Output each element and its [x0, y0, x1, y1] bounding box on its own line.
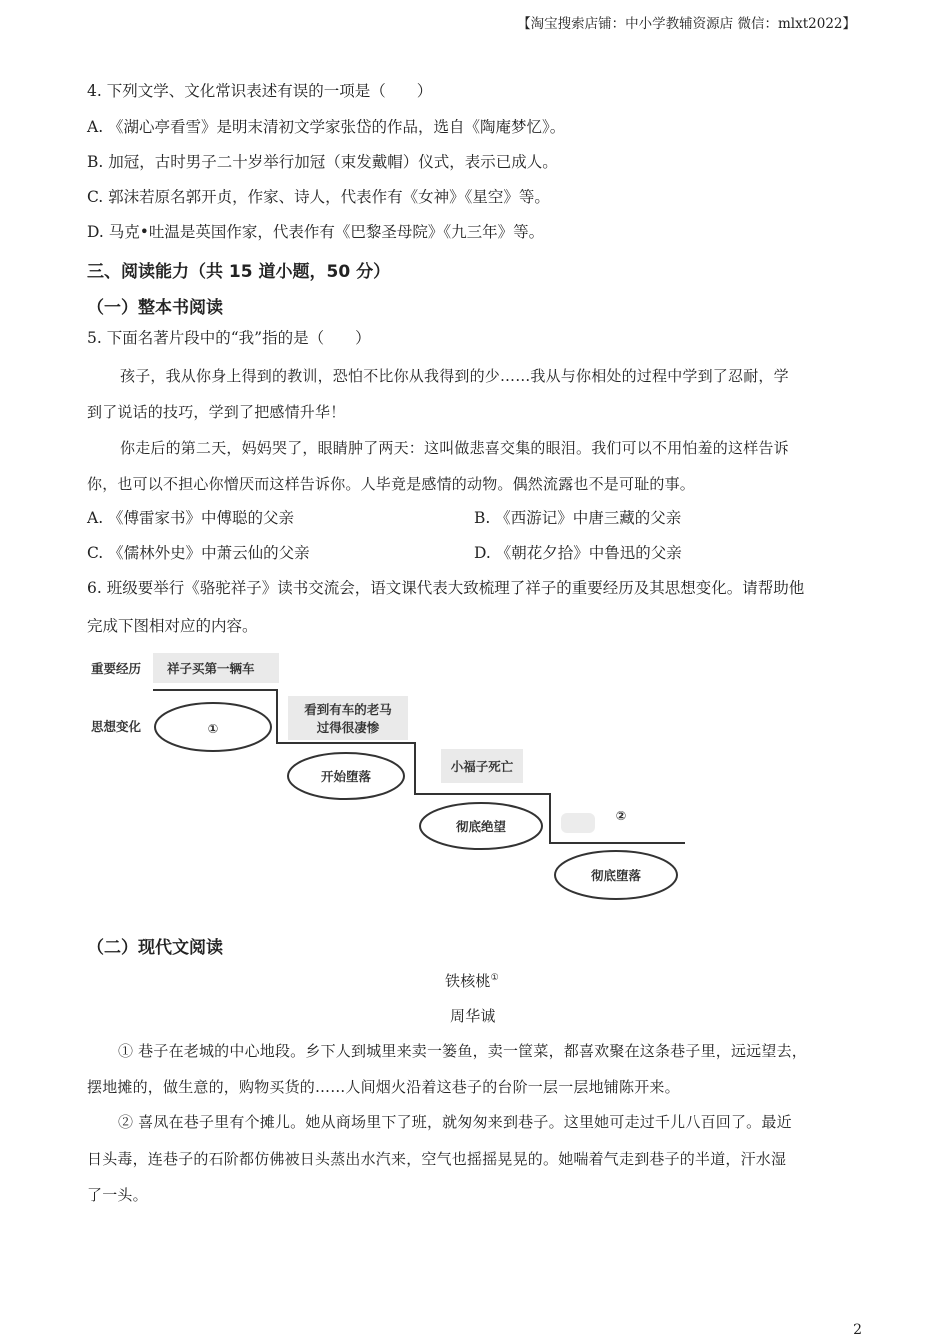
change-label: 彻底堕落	[590, 868, 642, 883]
q5-passage-line: 孩子，我从你身上得到的教训，恐怕不比你从我得到的少……我从与你相处的过程中学到了忍耐，学	[120, 367, 789, 385]
q4-option-b: B. 加冠，古时男子二十岁举行加冠（束发戴帽）仪式，表示已成人。	[87, 153, 558, 171]
q6-stem: 完成下图相对应的内容。	[87, 617, 258, 635]
q5-passage-line: 你，也可以不担心你憎厌而这样告诉你。人毕竟是感情的动物。偶然流露也不是可耻的事。	[87, 475, 696, 493]
section-3-heading: 三、阅读能力（共 15 道小题，50 分）	[87, 262, 391, 282]
xiangzi-diagram	[85, 645, 695, 905]
q5-option-b: B. 《西游记》中唐三藏的父亲	[474, 509, 682, 527]
subsection-1-heading: （一）整本书阅读	[87, 298, 223, 318]
q4-stem: 4. 下列文学、文化常识表述有误的一项是（ ）	[87, 82, 433, 100]
article-paragraph-line: 日头毒，连巷子的石阶都仿佛被日头蒸出水汽来，空气也摇摇晃晃的。她喘着气走到巷子的半道，汗水湿	[87, 1150, 787, 1168]
article-paragraph-line: ② 喜凤在巷子里有个摊儿。她从商场里下了班，就匆匆来到巷子。这里她可走过千儿八百回了。最近	[118, 1113, 792, 1131]
q5-option-d: D. 《朝花夕拾》中鲁迅的父亲	[474, 544, 682, 562]
article-paragraph-line: ① 巷子在老城的中心地段。乡下人到城里来卖一篓鱼，卖一筐菜，都喜欢聚在这条巷子里，远远望去，	[118, 1042, 807, 1060]
q5-passage-line: 你走后的第二天，妈妈哭了，眼睛肿了两天：这叫做悲喜交集的眼泪。我们可以不用怕羞的这样告诉	[120, 439, 789, 457]
row-label-changes: 思想变化	[91, 719, 142, 734]
q5-stem: 5. 下面名著片段中的“我”指的是（ ）	[87, 329, 371, 347]
q5-option-c: C. 《儒林外史》中萧云仙的父亲	[87, 544, 310, 562]
q4-option-c: C. 郭沫若原名郭开贞，作家、诗人，代表作有《女神》《星空》等。	[87, 188, 550, 206]
page-header: 【淘宝搜索店铺：中小学教辅资源店 微信：mlxt2022】	[517, 16, 856, 32]
q6-stem: 6. 班级要举行《骆驼祥子》读书交流会，语文课代表大致梳理了祥子的重要经历及其思想变化。请帮助他	[87, 579, 805, 597]
q4-option-a: A. 《湖心亭看雪》是明末清初文学家张岱的作品，选自《陶庵梦忆》。	[87, 118, 566, 136]
article-paragraph-line: 摆地摊的，做生意的，购物买货的……人间烟火沿着这巷子的台阶一层一层地铺陈开来。	[87, 1078, 680, 1096]
article-author: 周华诚	[450, 1007, 496, 1025]
event-box	[561, 813, 595, 833]
q5-passage-line: 到了说话的技巧，学到了把感情升华！	[87, 403, 346, 421]
event-label: 过得很凄惨	[316, 720, 380, 735]
subsection-2-heading: （二）现代文阅读	[87, 938, 223, 958]
change-label: 开始堕落	[320, 769, 372, 784]
page-number: 2	[853, 1322, 862, 1338]
article-paragraph-line: 了一头。	[87, 1186, 148, 1204]
event-label: 小福子死亡	[450, 759, 514, 774]
event-label: 看到有车的老马	[304, 702, 392, 717]
answer-blank-2: ②	[615, 808, 627, 823]
article-title: 铁核桃①	[445, 972, 499, 990]
q4-option-d: D. 马克•吐温是英国作家，代表作有《巴黎圣母院》《九三年》等。	[87, 223, 545, 241]
answer-blank-1: ①	[207, 721, 219, 736]
q5-option-a: A. 《傅雷家书》中傅聪的父亲	[87, 509, 295, 527]
change-label: 彻底绝望	[455, 819, 507, 834]
event-label: 祥子买第一辆车	[167, 661, 255, 676]
footnote-marker: ①	[490, 973, 499, 983]
row-label-events: 重要经历	[91, 661, 142, 676]
